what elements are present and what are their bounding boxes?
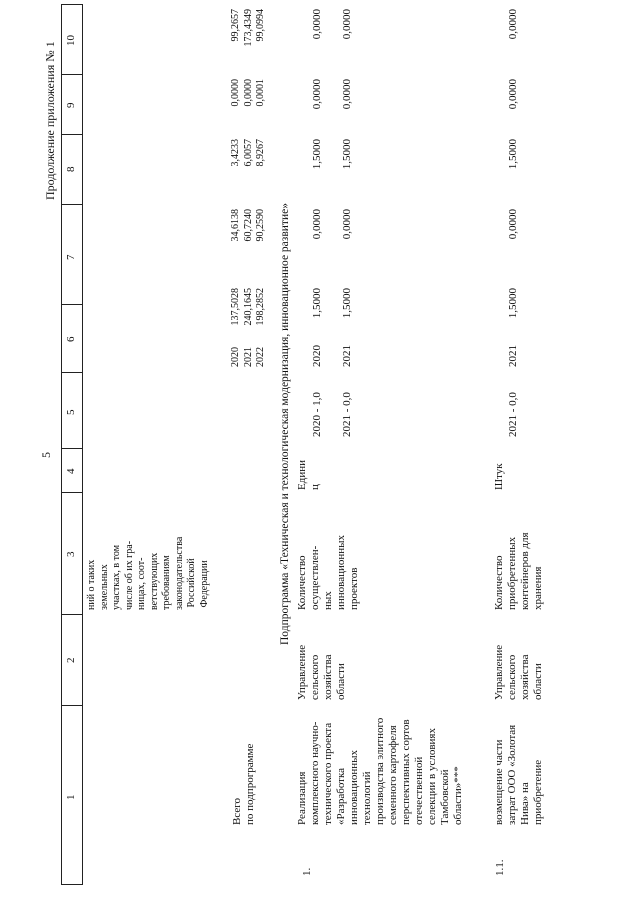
total-label: Всего по подпрограмме xyxy=(231,743,256,825)
header-divider xyxy=(61,204,83,205)
header-col-7: 7 xyxy=(65,254,77,260)
total-col10: 99,2657 173,4349 99,0994 xyxy=(230,9,266,47)
header-divider xyxy=(61,492,83,493)
row11-target: 2021 - 0,0 xyxy=(507,392,519,437)
row11-unit: Штук xyxy=(493,463,505,490)
header-divider xyxy=(61,705,83,706)
row11-col9: 0,0000 xyxy=(507,79,519,110)
row1-2020-col7: 0,0000 xyxy=(311,209,323,240)
row11-col6: 1,5000 xyxy=(507,288,519,319)
header-col-10: 10 xyxy=(65,35,77,46)
row1-year-2020: 2020 xyxy=(311,345,323,367)
row11-executor: Управление сельского хозяйства области xyxy=(493,644,544,700)
row1-executor: Управление сельского хозяйства области xyxy=(296,644,347,700)
row11-name: возмещение части затрат ООО «Золотая Нива» на приобретение xyxy=(493,724,544,825)
total-years: 2020 2021 2022 xyxy=(230,347,266,367)
row1-2021-col9: 0,0000 xyxy=(341,79,353,110)
row1-2020-col8: 1,5000 xyxy=(311,139,323,170)
total-col6: 137,5028 240,1645 198,2852 xyxy=(230,288,266,326)
row11-year: 2021 xyxy=(507,345,519,367)
header-col-4: 4 xyxy=(65,468,77,474)
row1-target-2020: 2020 - 1,0 xyxy=(311,392,323,437)
carry-over-text: ний о таких земельных участках, в том числе об их гра- ницах, соот- ветствующих требованиям законодательства Российской Федерации xyxy=(86,536,210,610)
row11-col7: 0,0000 xyxy=(507,209,519,240)
header-col-6: 6 xyxy=(65,336,77,342)
row1-2020-col6: 1,5000 xyxy=(311,288,323,319)
header-divider xyxy=(61,372,83,373)
header-left-border xyxy=(61,884,83,885)
row11-col8: 1,5000 xyxy=(507,139,519,170)
page-number: 5 xyxy=(39,452,53,458)
header-bottom-border xyxy=(82,5,83,885)
row1-2020-col9: 0,0000 xyxy=(311,79,323,110)
row1-number: 1. xyxy=(301,867,313,876)
row11-number: 1.1. xyxy=(494,859,506,876)
row11-indicator: Количество приобретенных контейнеров для хранения xyxy=(493,532,544,610)
row1-unit: Едини ц xyxy=(296,460,321,490)
row1-name: Реализация комплексного научно- технического проекта «Разработка инновационных технологий производства элитного семенного картофеля перспективных сортов отечественной селекции в условиях Тамбовской области»*** xyxy=(296,717,464,825)
row1-year-2021: 2021 xyxy=(341,345,353,367)
row1-indicator: Количество осуществлен- ных инновационных проектов xyxy=(296,534,360,610)
row1-target-2021: 2021 - 0,0 xyxy=(341,392,353,437)
header-divider xyxy=(61,134,83,135)
total-col8: 3,4233 6,0057 8,9267 xyxy=(230,139,266,167)
total-col9: 0,0000 0,0000 0,0001 xyxy=(230,79,266,107)
header-col-3: 3 xyxy=(65,551,77,557)
header-col-1: 1 xyxy=(65,794,77,800)
continuation-note: Продолжение приложения № 1 xyxy=(43,41,57,200)
total-col7: 34,6138 60,7240 90,2590 xyxy=(230,209,266,242)
subprogram-title: Подпрограмма «Техническая и технологическая модернизация, инновационное развитие» xyxy=(279,203,291,645)
header-col-5: 5 xyxy=(65,409,77,415)
header-divider xyxy=(61,614,83,615)
header-right-border xyxy=(61,4,83,5)
header-col-9: 9 xyxy=(65,102,77,108)
row1-2020-col10: 0,0000 xyxy=(311,9,323,40)
header-divider xyxy=(61,448,83,449)
header-col-8: 8 xyxy=(65,166,77,172)
row1-2021-col10: 0,0000 xyxy=(341,9,353,40)
row1-2021-col7: 0,0000 xyxy=(341,209,353,240)
header-divider xyxy=(61,74,83,75)
header-top-border xyxy=(61,5,62,885)
row1-2021-col8: 1,5000 xyxy=(341,139,353,170)
row11-col10: 0,0000 xyxy=(507,9,519,40)
header-col-2: 2 xyxy=(65,657,77,663)
row1-2021-col6: 1,5000 xyxy=(341,288,353,319)
header-divider xyxy=(61,304,83,305)
